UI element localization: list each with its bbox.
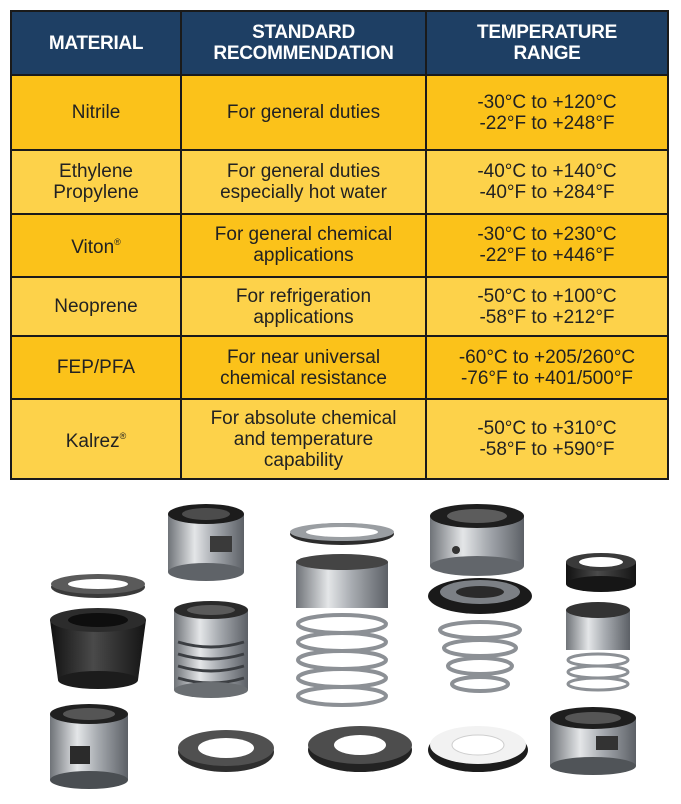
material-cell-line — [18, 232, 174, 258]
recommendation-cell — [181, 277, 426, 336]
temperature-cell — [426, 214, 668, 277]
seal-spring-right — [566, 602, 630, 690]
material-cell-line: Nitrile — [71, 102, 121, 124]
recommendation-cell-line: For general chemical — [214, 224, 393, 246]
material-cell-line: FEP/PFA — [56, 357, 136, 379]
temperature-cell-line: -22°F to +248°F — [479, 112, 615, 134]
header-temperature: TEMPERATURE RANGE — [426, 11, 668, 75]
temperature-cell-line: -30°C to +230°C — [477, 224, 617, 246]
seal-head-steel-lower-right — [550, 707, 636, 775]
material-cell — [11, 75, 181, 150]
recommendation-cell-line: applications — [253, 306, 354, 328]
seal-ring-white-ceramic — [428, 726, 528, 772]
recommendation-cell-line: For near universal — [226, 346, 381, 368]
recommendation-cell — [181, 336, 426, 399]
material-cell — [11, 277, 181, 336]
material-cell — [11, 150, 181, 213]
temperature-cell — [426, 150, 668, 213]
registered-mark: ® — [114, 237, 121, 248]
temperature-cell — [426, 336, 668, 399]
seal-ring-black-small — [51, 574, 145, 598]
temperature-cell-line: -22°F to +446°F — [479, 245, 615, 267]
registered-mark: ® — [119, 431, 127, 442]
recommendation-cell-line: especially hot water — [220, 182, 387, 204]
mechanical-seals-photo — [10, 492, 667, 797]
recommendation-cell-line: For general duties — [226, 102, 381, 124]
temperature-cell-line: -40°C to +140°C — [477, 161, 617, 183]
recommendation-cell-line: applications — [253, 245, 354, 267]
header-material: MATERIAL — [11, 11, 181, 75]
temperature-cell-line: -50°C to +310°C — [477, 418, 617, 440]
material-cell-line: Neoprene — [54, 296, 138, 318]
recommendation-cell-line: For general duties — [226, 161, 381, 183]
header-recommendation: STANDARD RECOMMENDATION — [181, 11, 426, 75]
recommendation-cell-line: For refrigeration — [235, 285, 372, 307]
seal-collar-top-right — [430, 504, 524, 576]
table-row — [11, 150, 668, 213]
material-cell-line: Ethylene — [59, 161, 133, 183]
table-row — [11, 336, 668, 399]
recommendation-cell-line: capability — [263, 449, 344, 471]
material-cell — [11, 336, 181, 399]
table-row — [11, 399, 668, 479]
temperature-cell-line: -40°F to +284°F — [479, 182, 615, 204]
recommendation-cell — [181, 399, 426, 479]
material-cell-line — [18, 426, 174, 452]
temperature-cell — [426, 399, 668, 479]
temperature-cell — [426, 75, 668, 150]
temperature-cell — [426, 277, 668, 336]
temperature-cell-line: -30°C to +120°C — [477, 91, 617, 113]
material-cell-line: Propylene — [53, 182, 139, 204]
table-body — [11, 75, 668, 479]
seal-ring-black-lower — [178, 730, 274, 772]
temperature-cell-line: -50°C to +100°C — [477, 285, 617, 307]
seal-cone-black — [50, 608, 146, 689]
recommendation-cell-line: chemical resistance — [220, 367, 387, 389]
seal-ring-black-right — [566, 553, 636, 592]
materials-table — [10, 10, 669, 480]
table-row — [11, 277, 668, 336]
recommendation-cell — [181, 150, 426, 213]
temperature-cell-line: -60°C to +205/260°C — [458, 346, 636, 368]
recommendation-cell — [181, 214, 426, 277]
recommendation-cell-line: and temperature — [233, 428, 374, 450]
material-cell — [11, 214, 181, 277]
seal-cartridge-top — [168, 504, 244, 581]
temperature-cell-line: -58°F to +212°F — [479, 306, 615, 328]
header-row — [11, 11, 668, 75]
material-name: Viton — [71, 237, 115, 259]
temperature-cell-line: -76°F to +401/500°F — [460, 367, 634, 389]
material-cell — [11, 399, 181, 479]
seal-cone-spring — [428, 578, 532, 691]
temperature-cell-line: -58°F to +590°F — [479, 439, 615, 461]
table-row — [11, 75, 668, 150]
material-name: Kalrez — [65, 431, 120, 453]
recommendation-cell — [181, 75, 426, 150]
table-row — [11, 214, 668, 277]
seal-spring-tall — [290, 523, 394, 705]
seal-ring-black-center — [308, 726, 412, 772]
materials-table-container — [10, 10, 667, 480]
recommendation-cell-line: For absolute chemical — [210, 407, 397, 429]
seal-head-steel-lower-left — [50, 704, 128, 789]
seal-bellows-spring — [174, 601, 248, 698]
